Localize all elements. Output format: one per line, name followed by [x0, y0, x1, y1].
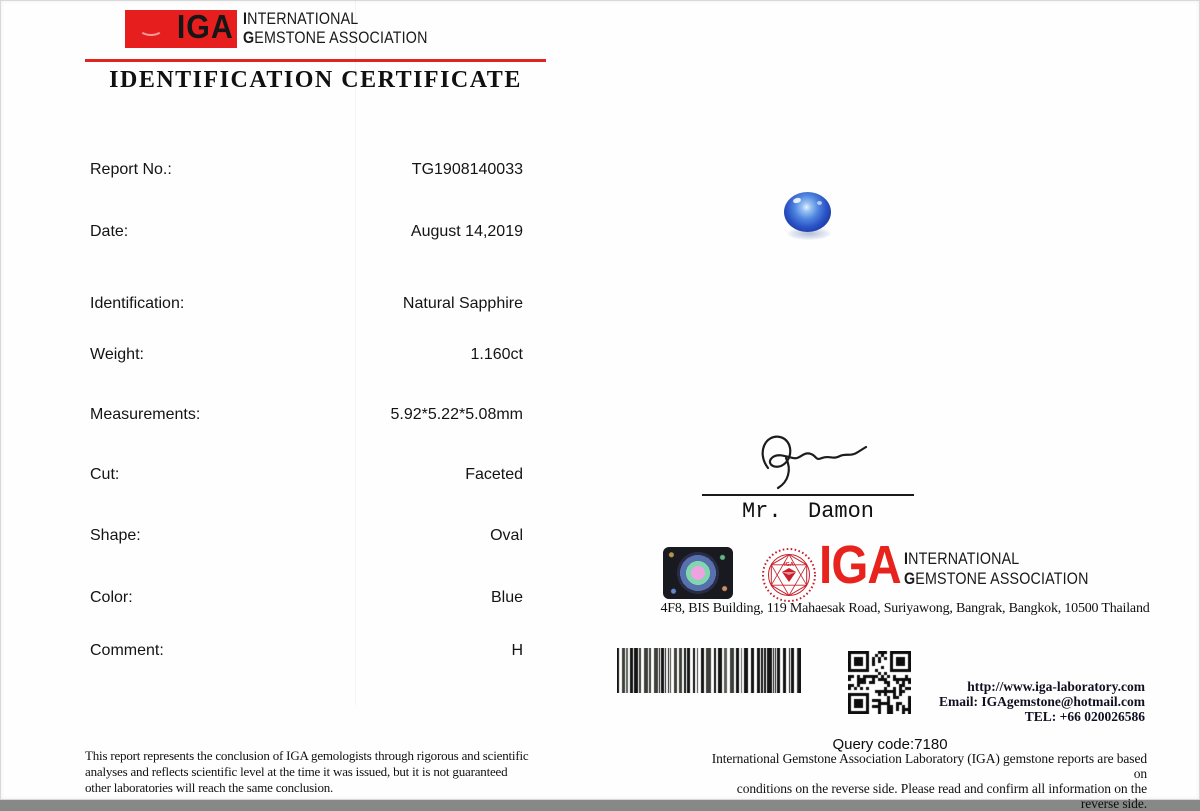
signature-line — [702, 494, 914, 496]
header-rule — [85, 59, 546, 62]
field-value: Faceted — [465, 466, 523, 483]
field-value: Oval — [490, 527, 523, 544]
field-label: Weight: — [90, 346, 144, 363]
field-value: 5.92*5.22*5.08mm — [390, 406, 523, 423]
footnote-right-line1: International Gemstone Association Laboratory (IGA) gemstone reports are based on — [711, 751, 1147, 781]
field-label: Date: — [90, 223, 129, 240]
signature-icon — [700, 430, 915, 492]
field-label: Shape: — [90, 527, 141, 544]
contact-email: Email: IGAgemstone@hotmail.com — [938, 694, 1145, 709]
field-label: Measurements: — [90, 406, 201, 423]
footnote-left — [85, 748, 545, 796]
field-label: Identification: — [90, 295, 185, 312]
lab-logo-acronym: IGA — [819, 535, 901, 595]
svg-text:IGA: IGA — [784, 562, 794, 568]
lab-name-line2: GEMSTONE ASSOCIATION — [904, 568, 1089, 588]
footnote-right-line3: reverse side. — [1080, 796, 1147, 811]
field-value: August 14,2019 — [410, 223, 523, 240]
contact-tel: TEL: +66 020026586 — [1024, 709, 1145, 724]
contact-block — [700, 679, 1145, 724]
hologram-sticker — [663, 547, 733, 599]
lab-logo-name — [904, 549, 1089, 588]
field-value: Natural Sapphire — [402, 295, 523, 312]
certificate-title: IDENTIFICATION CERTIFICATE — [109, 67, 522, 93]
brand-name-line2: GEMSTONE ASSOCIATION — [243, 28, 428, 47]
gem-outline-icon — [139, 22, 163, 36]
field-value: TG1908140033 — [411, 161, 523, 178]
field-label: Cut: — [90, 466, 120, 483]
field-value: Blue — [490, 589, 523, 606]
contact-website: http://www.iga-laboratory.com — [967, 679, 1145, 694]
footnote-right — [700, 751, 1147, 811]
query-code: Query code:7180 — [832, 736, 948, 753]
field-label: Report No.: — [90, 161, 172, 178]
footnote-left-line3: other laboratories will reach the same conclusion. — [85, 780, 334, 795]
lab-name-line1: INTERNATIONAL — [904, 549, 1020, 568]
field-label: Comment: — [90, 642, 164, 659]
lab-address: 4F8, BIS Building, 119 Mahaesak Road, Suriyawong, Bangrak, Bangkok, 10500 Thailand — [660, 601, 1150, 616]
brand-logo — [125, 10, 237, 48]
lab-seal-icon — [760, 546, 818, 604]
brand-name — [243, 9, 428, 47]
brand-name-line1: INTERNATIONAL — [243, 9, 359, 28]
footnote-left-line1: This report represents the conclusion of IGA gemologists through rigorous and scientific — [85, 748, 529, 763]
footnote-left-line2: analyses and reflects scientific level at the time it was issued, but it is not guaranteed — [85, 764, 508, 779]
signer-name: Mr. Damon — [741, 499, 875, 524]
field-value: 1.160ct — [470, 346, 523, 363]
gem-photo — [784, 192, 831, 232]
footnote-right-line2: conditions on the reverse side. Please read and confirm all information on the — [736, 781, 1147, 796]
field-value: H — [511, 642, 523, 659]
field-label: Color: — [90, 589, 133, 606]
brand-acronym: IGA — [177, 8, 234, 45]
